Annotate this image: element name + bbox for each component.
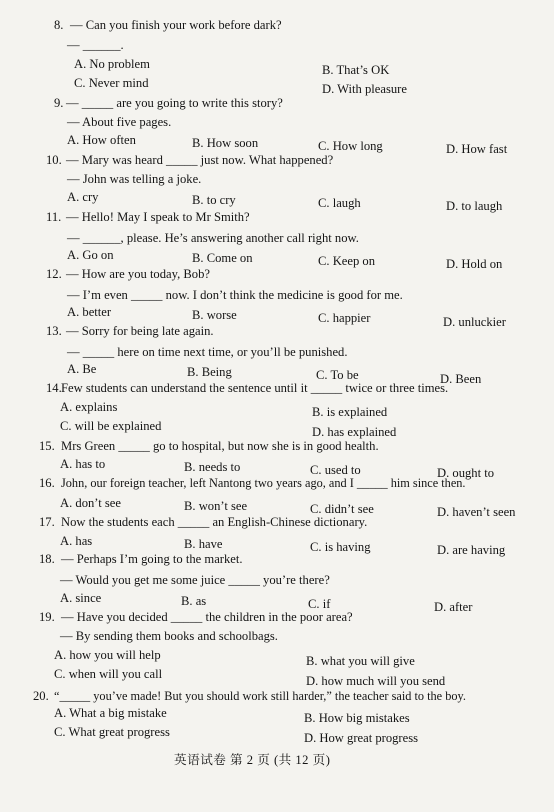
question-stem: Mrs Green _____ go to hospital, but now she is in good health. [61,439,379,453]
option-d: D. to laugh [446,199,503,213]
option-a: A. cry [67,190,99,204]
option-c: C. Never mind [74,76,149,90]
option-c: C. is having [310,540,371,554]
option-a: A. better [67,305,112,319]
question-number: 15. [39,439,55,453]
option-a: A. has [60,534,93,548]
question-stem: — Mary was heard _____ just now. What happened? [66,153,334,167]
option-d: D. ought to [437,466,495,480]
question-number: 18. [39,552,55,566]
question-number: 17. [39,515,55,529]
option-b: B. as [181,594,207,608]
option-d: D. How great progress [304,731,419,745]
option-a: A. since [60,591,102,605]
option-c: C. if [308,597,331,611]
option-a: A. has to [60,457,106,471]
option-c: C. used to [310,463,361,477]
question-stem: — How are you today, Bob? [66,267,210,281]
option-d: D. With pleasure [322,82,407,96]
question-number: 8. [54,18,64,32]
answer-line: — John was telling a joke. [67,172,202,186]
answer-line: — _____ here on time next time, or you’ll be punished. [67,345,348,359]
question-number: 10. [46,153,62,167]
option-a: A. What a big mistake [54,706,167,720]
option-b: B. have [184,537,223,551]
option-c: C. What great progress [54,725,170,739]
question-number: 14. [46,381,62,395]
answer-line: — Would you get me some juice _____ you’re there? [60,573,330,587]
option-d: D. how much will you send [306,674,446,688]
option-c: C. happier [318,311,371,325]
question-number: 11. [46,210,62,224]
option-b: B. to cry [192,193,236,207]
answer-line: — ______, please. He’s answering another call right now. [67,231,359,245]
option-d: D. are having [437,543,506,557]
question-number: 13. [46,324,62,338]
option-b: B. what you will give [306,654,415,668]
option-c: C. didn’t see [310,502,374,516]
option-c: C. laugh [318,196,361,210]
option-c: C. To be [316,368,359,382]
question-stem: “_____ you’ve made! But you should work still harder,” the teacher said to the boy. [54,689,466,703]
option-a: A. Be [67,362,97,376]
option-b: B. needs to [184,460,241,474]
option-a: A. Go on [67,248,114,262]
page-footer: 英语试卷 第 2 页 (共 12 页) [174,753,331,767]
question-number: 12. [46,267,62,281]
answer-line: — I’m even _____ now. I don’t think the medicine is good for me. [67,288,403,302]
question-stem: Few students can understand the sentence until it _____ twice or three times. [61,381,449,395]
question-number: 19. [39,610,55,624]
option-b: B. Being [187,365,232,379]
option-c: C. when will you call [54,667,163,681]
option-d: D. haven’t seen [437,505,516,519]
question-stem: — Have you decided _____ the children in the poor area? [61,610,353,624]
option-a: A. How often [67,133,136,147]
option-d: D. unluckier [443,315,506,329]
option-b: B. is explained [312,405,388,419]
question-number: 20. [33,689,49,703]
option-a: A. explains [60,400,118,414]
option-b: B. Come on [192,251,253,265]
option-a: A. how you will help [54,648,161,662]
option-d: D. has explained [312,425,397,439]
question-stem: — Sorry for being late again. [66,324,214,338]
question-stem: — Perhaps I’m going to the market. [61,552,243,566]
question-stem: John, our foreign teacher, left Nantong two years ago, and I _____ him since then. [61,476,466,490]
answer-line: — ______. [67,38,124,52]
question-stem: — Hello! May I speak to Mr Smith? [66,210,250,224]
answer-line: — About five pages. [67,115,172,129]
option-a: A. don’t see [60,496,121,510]
option-d: D. How fast [446,142,508,156]
question-number: 9. [54,96,64,110]
question-stem: — Can you finish your work before dark? [70,18,282,32]
option-b: B. won’t see [184,499,248,513]
option-d: D. Hold on [446,257,503,271]
option-c: C. How long [318,139,383,153]
question-stem: — _____ are you going to write this story? [66,96,283,110]
option-c: C. will be explained [60,419,162,433]
option-b: B. How soon [192,136,259,150]
option-b: B. That’s OK [322,63,390,77]
option-b: B. worse [192,308,237,322]
option-c: C. Keep on [318,254,376,268]
option-d: D. Been [440,372,482,386]
option-d: D. after [434,600,473,614]
option-a: A. No problem [74,57,150,71]
answer-line: — By sending them books and schoolbags. [60,629,278,643]
question-number: 16. [39,476,55,490]
option-b: B. How big mistakes [304,711,410,725]
question-stem: Now the students each _____ an English-Chinese dictionary. [61,515,368,529]
